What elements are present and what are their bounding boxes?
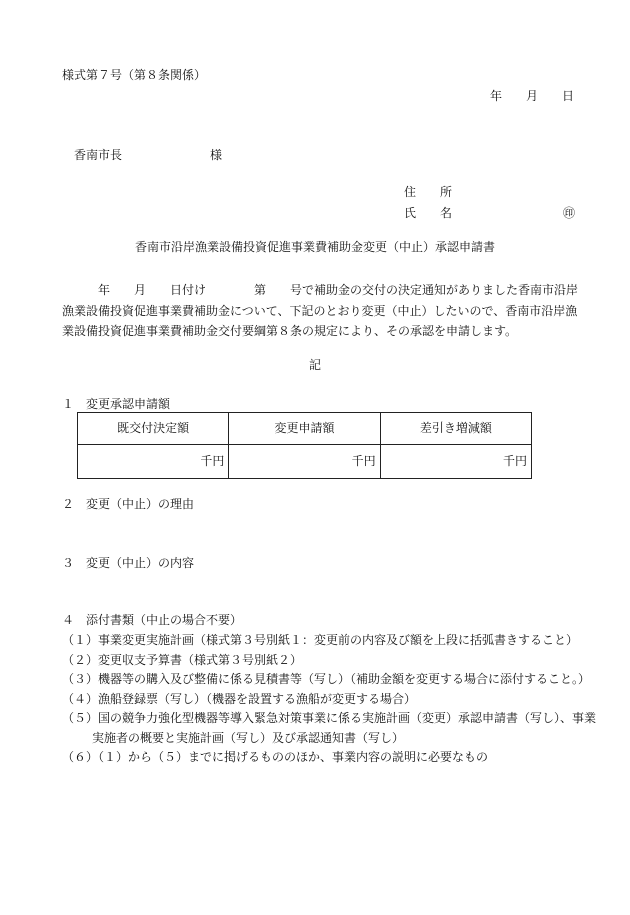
ki-heading: 記 <box>308 358 321 372</box>
list-item-continuation: 実施者の概要と実施計画（写し）及び承認通知書（写し） <box>92 730 405 745</box>
addressee <box>74 148 222 162</box>
list-item: （６）（１）から（５）までに掲げるもののほか、事業内容の説明に必要なもの <box>62 750 489 764</box>
section-1-heading: １ 変更承認申請額 <box>62 397 171 411</box>
cell-difference-amount[interactable]: 千円 <box>380 445 531 479</box>
cell-requested-amount[interactable]: 千円 <box>229 445 380 479</box>
list-item: （４）漁船登録票（写し）（機器を設置する漁船が変更する場合） <box>62 691 417 706</box>
document-title: 香南市沿岸漁業設備投資促進事業費補助金変更（中止）承認申請書 <box>134 240 495 254</box>
form-number: 様式第７号（第８条関係） <box>62 68 207 82</box>
addressee-honorific: 様 <box>210 148 223 162</box>
seal-mark: ㊞ <box>563 206 576 220</box>
amount-table <box>77 412 532 479</box>
address-label: 住 所 <box>404 185 453 199</box>
application-date: 年 月 日 <box>490 89 575 103</box>
name-label: 氏 名 <box>404 206 453 220</box>
table-row <box>78 445 532 479</box>
addressee-name: 香南市長 <box>74 148 123 162</box>
column-header-difference: 差引き増減額 <box>380 413 531 445</box>
list-item: （２）変更収支予算書（様式第３号別紙２） <box>62 652 303 667</box>
body-text: 年 月 日付け 第 号で補助金の交付の決定通知がありました香南市沿岸漁業設備投資促進事業費補助金について、下記のとおり変更（中止）したいので、香南市沿岸漁業設備投資促進事業費補助金交付要綱第８条の規定により、その承認を申請します。 <box>62 283 579 338</box>
column-header-requested: 変更申請額 <box>229 413 380 445</box>
table-header-row <box>78 413 532 445</box>
list-item: （３）機器等の購入及び整備に係る見積書等（写し）（補助金額を変更する場合に添付すること。） <box>62 672 591 686</box>
list-item: （１）事業変更実施計画（様式第３号別紙１：変更前の内容及び額を上段に括弧書きすること） <box>62 633 579 647</box>
section-2-heading: ２ 変更（中止）の理由 <box>62 497 195 511</box>
section-4-heading: ４ 添付書類（中止の場合不要） <box>62 613 243 627</box>
list-item: （５）国の競争力強化型機器等導入緊急対策事業に係る実施計画（変更）承認申請書（写し）、事業 <box>62 711 597 725</box>
attachment-list <box>62 631 602 768</box>
body-paragraph <box>62 280 587 342</box>
cell-current-amount[interactable]: 千円 <box>78 445 229 479</box>
column-header-current: 既交付決定額 <box>78 413 229 445</box>
section-3-heading: ３ 変更（中止）の内容 <box>62 556 195 570</box>
